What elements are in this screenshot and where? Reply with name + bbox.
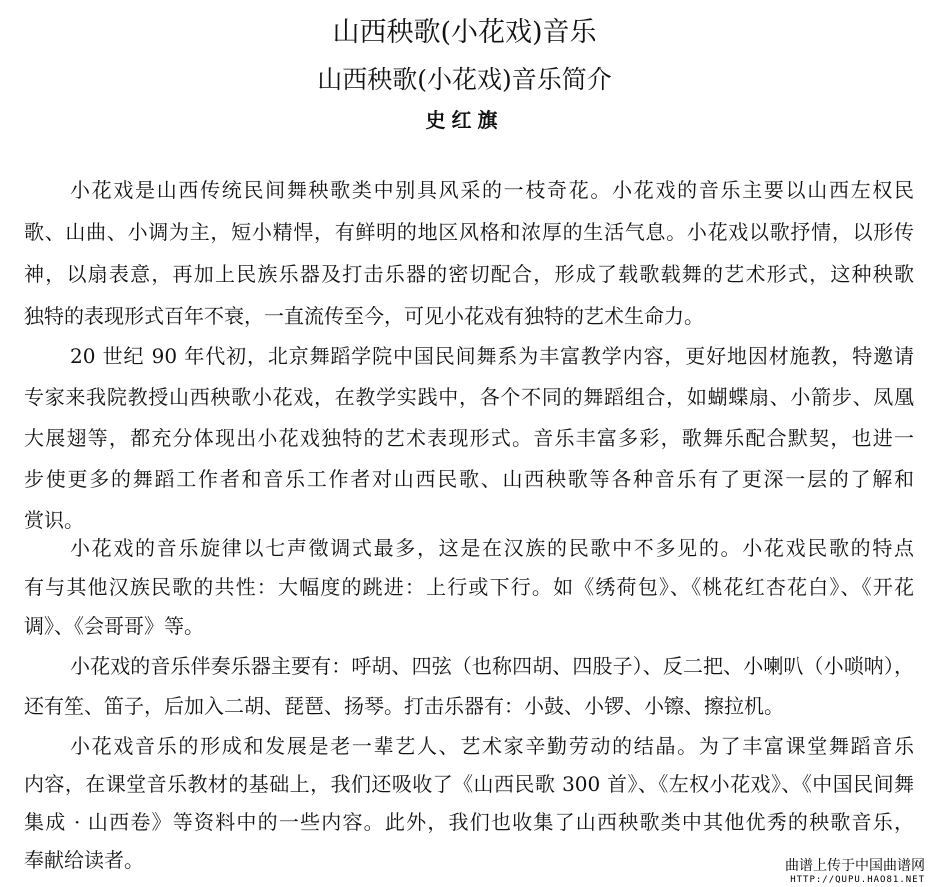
author-name: 史红旗 (425, 108, 504, 132)
watermark-text: 曲谱上传于中国曲谱网 (785, 858, 925, 874)
text-line: 小花戏的音乐伴奏乐器主要有：呼胡、四弦（也称四胡、四股子）、反二把、小喇叭（小唢呐）， (70, 654, 914, 678)
text-line: 内容，在课堂音乐教材的基础上，我们还吸收了《山西民歌 300 首》、《左权小花戏》、《中国民间舞 (24, 772, 914, 796)
text-line: 还有笙、笛子，后加入二胡、琵琶、扬琴。打击乐器有：小鼓、小锣、小镲、擦拉机。 (24, 694, 784, 718)
text-line: 小花戏的音乐旋律以七声徵调式最多，这是在汉族的民歌中不多见的。小花戏民歌的特点 (70, 536, 914, 560)
text-line: 小花戏是山西传统民间舞秧歌类中别具风采的一枝奇花。小花戏的音乐主要以山西左权民 (70, 178, 914, 202)
watermark-url: HTTP://QUPU.HAO81.NET (790, 875, 925, 885)
watermark (785, 855, 925, 885)
paragraph-intro (24, 170, 914, 338)
document-subtitle: 山西秧歌(小花戏)音乐简介 (317, 65, 612, 94)
text-line: 有与其他汉族民歌的共性：大幅度的跳进：上行或下行。如《绣荷包》、《桃花红杏花白》、《开花 (24, 575, 914, 599)
text-line: 独特的表现形式百年不衰，一直流传至今，可见小花戏有独特的艺术生命力。 (24, 304, 704, 328)
text-line: 步使更多的舞蹈工作者和音乐工作者对山西民歌、山西秧歌等各种音乐有了更深一层的了解和 (24, 467, 914, 491)
paragraph-instruments (24, 646, 914, 726)
text-line: 集成 · 山西卷》等资料中的一些内容。此外，我们也收集了山西秧歌类中其他优秀的秧歌音乐， (24, 810, 914, 834)
text-line: 大展翅等，都充分体现出小花戏独特的艺术表现形式。音乐丰富多彩，歌舞乐配合默契，也进一 (24, 426, 914, 450)
text-line: 赏识。 (24, 508, 84, 532)
text-line: 20 世纪 90 年代初，北京舞蹈学院中国民间舞系为丰富教学内容，更好地因材施教，特邀请 (70, 344, 914, 368)
text-line: 专家来我院教授山西秧歌小花戏，在教学实践中，各个不同的舞蹈组合，如蝴蝶扇、小箭步、凤凰 (24, 385, 914, 409)
paragraph-sources (24, 726, 914, 878)
text-line: 小花戏音乐的形成和发展是老一辈艺人、艺术家辛勤劳动的结晶。为了丰富课堂舞蹈音乐 (70, 734, 914, 758)
text-line: 调》、《会哥哥》等。 (24, 614, 204, 638)
paragraph-melody (24, 528, 914, 645)
text-line: 神，以扇表意，再加上民族乐器及打击乐器的密切配合，形成了载歌载舞的艺术形式，这种秧歌 (24, 262, 914, 286)
document-title: 山西秧歌(小花戏)音乐 (332, 17, 597, 48)
paragraph-history (24, 336, 914, 541)
text-line: 奉献给读者。 (24, 848, 144, 872)
text-line: 歌、山曲、小调为主，短小精悍，有鲜明的地区风格和浓厚的生活气息。小花戏以歌抒情，以形传 (24, 220, 914, 244)
